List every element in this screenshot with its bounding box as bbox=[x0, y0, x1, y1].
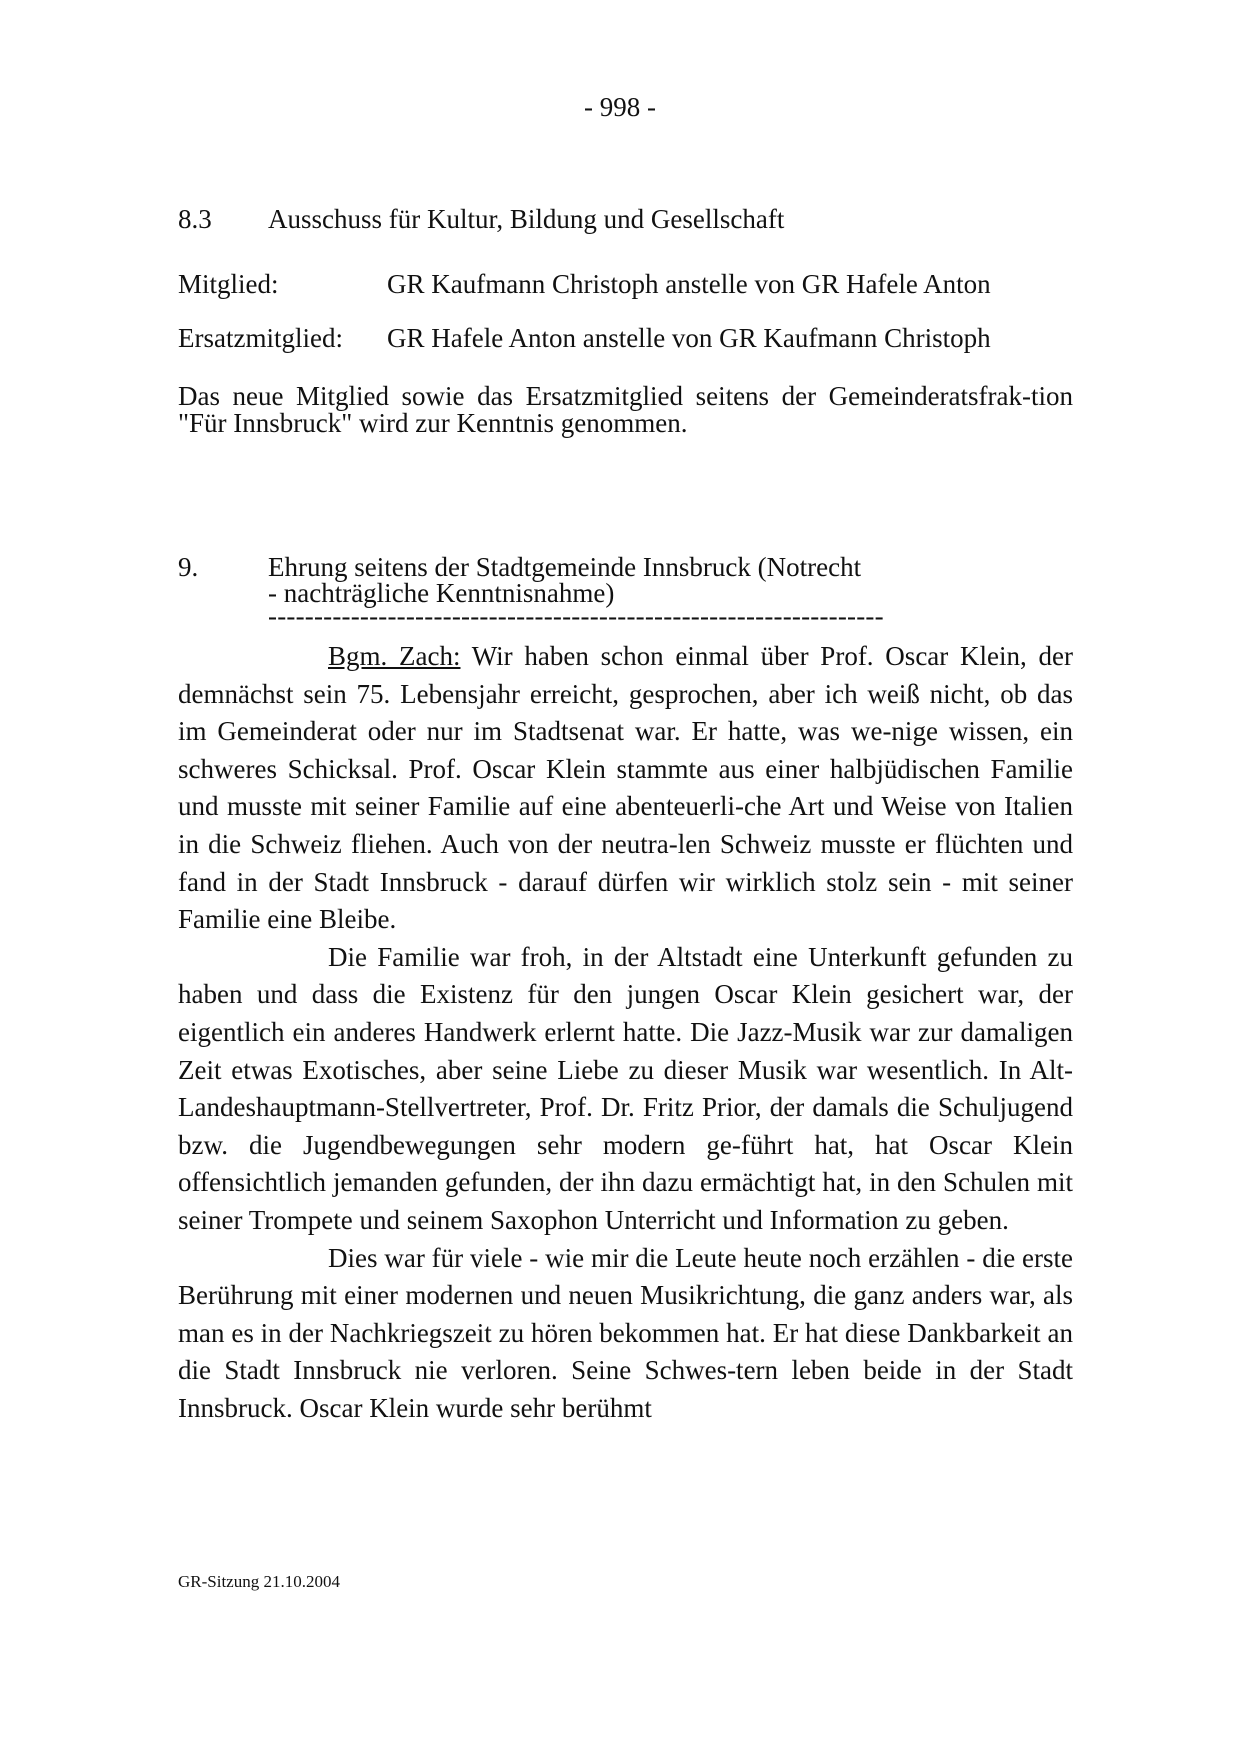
member-value: GR Kaufmann Christoph anstelle von GR Hafele Anton bbox=[387, 269, 991, 299]
paragraph-2: Die Familie war froh, in der Altstadt eine Unterkunft gefunden zu haben und dass die Existenz für den jungen Oscar Klein gesichert war, der eigentlich ein anderes Handwerk erlernt hatte. Die Jazz-Musik war zur damaligen Zeit etwas Exotisches, aber seine Liebe zu dieser Musik war wesentlich. In Alt-Landeshauptmann-Stellvertreter, Prof. Dr. Fritz Prior, der damals die Schuljugend bzw. die Jugendbewegungen sehr modern ge-führt hat, hat Oscar Klein offensichtlich jemanden gefunden, der ihn dazu ermächtigt hat, in den Schulen mit seiner Trompete und seinem Saxophon Unterricht und Information zu geben. bbox=[178, 941, 1073, 1235]
substitute-member-label: Ersatzmitglied: bbox=[178, 323, 343, 353]
section-9-number: 9. bbox=[178, 552, 199, 582]
section-9-title-line1: Ehrung seitens der Stadtgemeinde Innsbruck (Notrecht bbox=[268, 552, 862, 582]
section-9-title bbox=[268, 554, 861, 606]
page-number: - 998 - bbox=[584, 92, 656, 122]
section-9-separator: ------------------------------------------------------------------- bbox=[268, 601, 884, 631]
paragraph-3: Dies war für viele - wie mir die Leute heute noch erzählen - die erste Berührung mit einer modernen und neuen Musikrichtung, die ganz anders war, als man es in der Nachkriegszeit zu hören bekommen hat. Er hat diese Dankbarkeit an die Stadt Innsbruck nie verloren. Seine Schwes-tern leben beide in der Stadt Innsbruck. Oscar Klein wurde sehr berühmt bbox=[178, 1242, 1073, 1423]
section-8-3-title: Ausschuss für Kultur, Bildung und Gesellschaft bbox=[268, 204, 785, 234]
minutes-body bbox=[178, 638, 1073, 1427]
footer-session-date: GR-Sitzung 21.10.2004 bbox=[178, 1572, 340, 1591]
member-label: Mitglied: bbox=[178, 269, 279, 299]
section-8-3-note: Das neue Mitglied sowie das Ersatzmitglied seitens der Gemeinderatsfrak-tion "Für Innsbruck" wird zur Kenntnis genommen. bbox=[178, 381, 1073, 438]
speaker-name: Bgm. Zach: bbox=[328, 641, 461, 671]
section-8-3-number: 8.3 bbox=[178, 204, 212, 234]
section-9-title-line2: - nachträgliche Kenntnisnahme) bbox=[268, 578, 615, 608]
substitute-member-value: GR Hafele Anton anstelle von GR Kaufmann Christoph bbox=[387, 323, 991, 353]
paragraph-1-text: Wir haben schon einmal über Prof. Oscar Klein, der demnächst sein 75. Lebensjahr erreicht, gesprochen, aber ich weiß nicht, ob das im Gemeinderat oder nur im Stadtsenat war. Er hatte, was we-nige wissen, ein schweres Schicksal. Prof. Oscar Klein stammte aus einer halbjüdischen Familie und musste mit seiner Familie auf eine abenteuerli-che Art und Weise von Italien in die Schweiz fliehen. Auch von der neutra-len Schweiz musste er flüchten und fand in der Stadt Innsbruck - darauf dürfen wir wirklich stolz sein - mit seiner Familie eine Bleibe. bbox=[178, 641, 1073, 935]
paragraph-1 bbox=[178, 638, 1073, 939]
